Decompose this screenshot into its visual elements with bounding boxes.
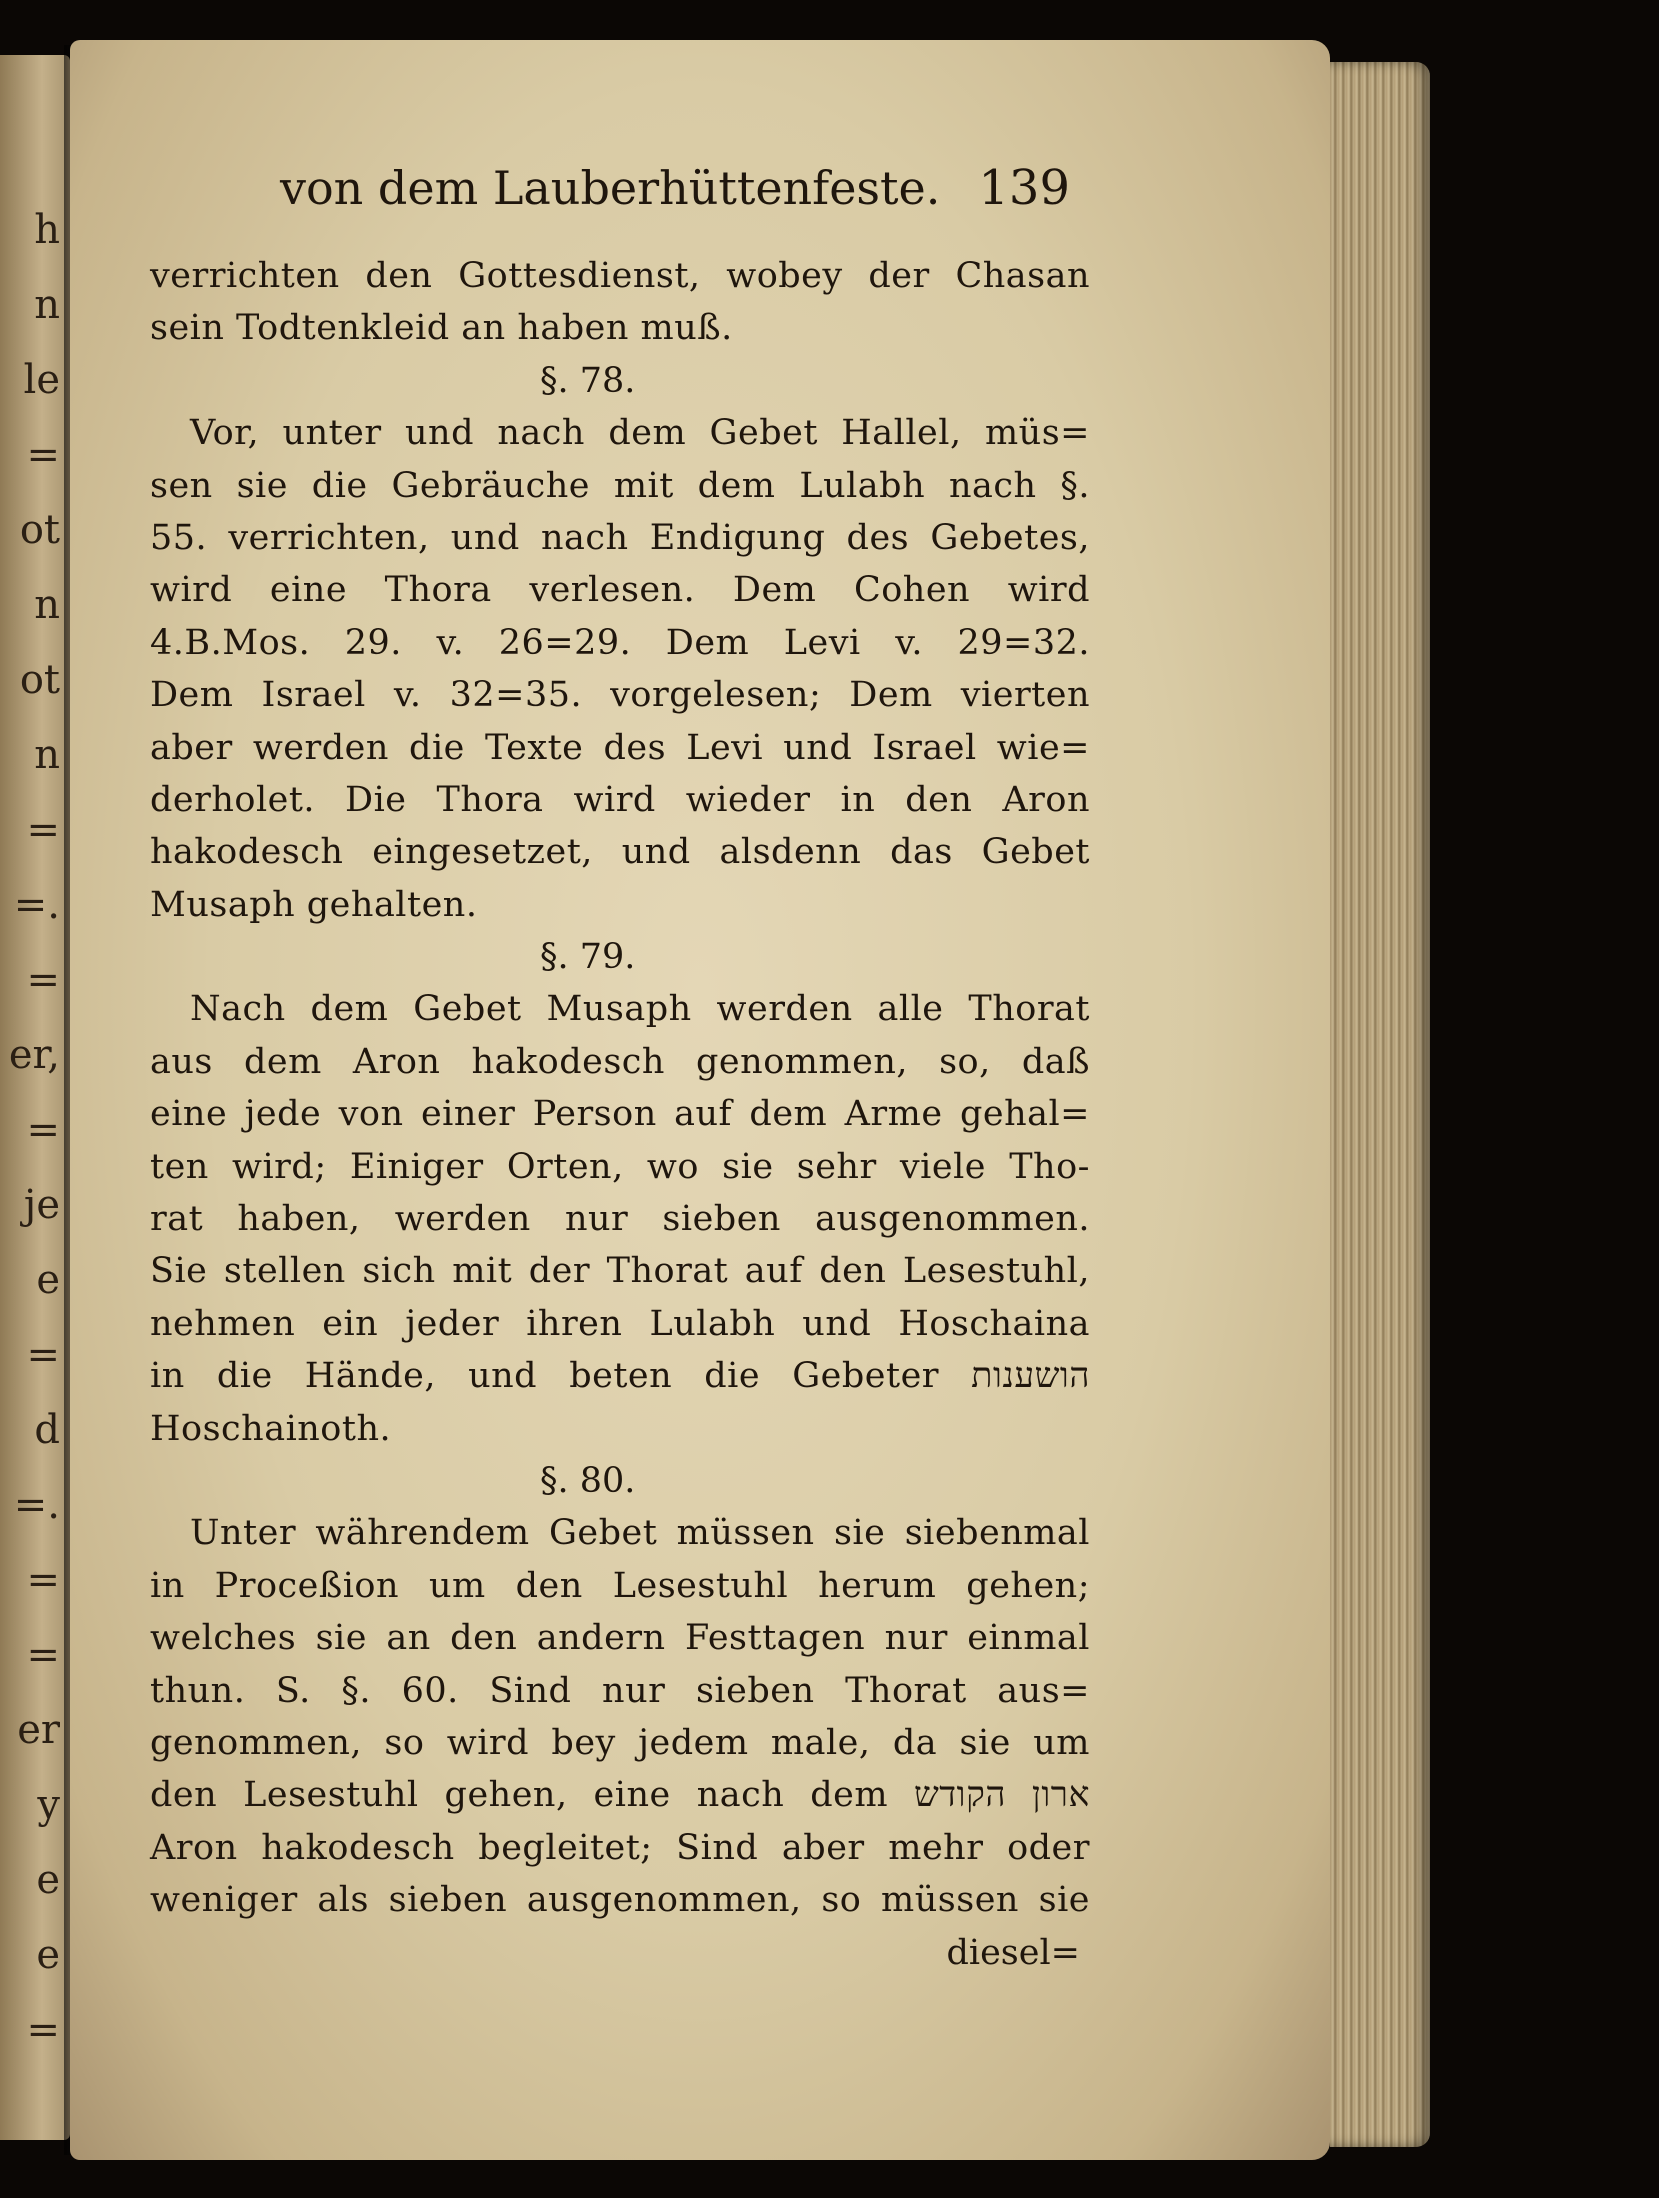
page-number: 139 [978, 160, 1070, 216]
text-line: Unter währendem Gebet müssen sie siebenmal [190, 1513, 1090, 1554]
text-line: genommen, so wird bey jedem male, da sie um [150, 1722, 1090, 1763]
page-text [150, 160, 1090, 1979]
facing-page-fragment: n [34, 282, 60, 328]
text-line: Hoschainoth. [150, 1408, 392, 1449]
section-number: §. 79. [540, 937, 636, 978]
section-number: §. 78. [540, 360, 636, 401]
facing-page-fragment: = [26, 1632, 60, 1678]
facing-page-fragment: = [26, 1332, 60, 1378]
running-title: von dem Lauberhüttenfeste. [280, 161, 941, 215]
text-line: ten wird; Einiger Orten, wo sie sehr viele Tho- [150, 1146, 1090, 1187]
catchword: diesel= [946, 1932, 1080, 1973]
text-line: Aron hakodesch begleitet; Sind aber mehr oder [150, 1827, 1090, 1868]
text-line: eine jede von einer Person auf dem Arme gehal= [150, 1094, 1090, 1135]
text-line: weniger als sieben ausgenommen, so müssen sie [150, 1880, 1090, 1921]
facing-page-fragment: n [34, 732, 60, 778]
facing-page-fragment: = [26, 807, 60, 853]
section-number: §. 80. [540, 1460, 636, 1501]
facing-page-fragment: =. [13, 882, 60, 928]
facing-page-fragment: ot [19, 657, 60, 703]
text-line: Musaph gehalten. [150, 884, 478, 925]
facing-page-fragment: = [26, 2007, 60, 2053]
facing-page-fragment: ot [19, 507, 60, 553]
facing-page-fragment: n [34, 582, 60, 628]
text-line: derholet. Die Thora wird wieder in den Aron [150, 779, 1090, 820]
facing-page-fragment: e [36, 1257, 60, 1303]
facing-page-fragment: e [36, 1857, 60, 1903]
body-text [150, 250, 1090, 1927]
text-line: Dem Israel v. 32=35. vorgelesen; Dem vierten [150, 675, 1090, 716]
facing-page-fragment: er [17, 1707, 60, 1753]
text-line: rat haben, werden nur sieben ausgenommen. [150, 1199, 1090, 1240]
facing-page-fragment: = [26, 1107, 60, 1153]
text-line: den Lesestuhl gehen, eine nach dem ארון הקודש [150, 1775, 1090, 1816]
facing-page-fragment: =. [13, 1482, 60, 1528]
text-line: Sie stellen sich mit der Thorat auf den Lesestuhl, [150, 1251, 1090, 1292]
text-line: aber werden die Texte des Levi und Israel wie= [150, 727, 1090, 768]
text-line: aus dem Aron hakodesch genommen, so, daß [150, 1041, 1090, 1082]
text-line: wird eine Thora verlesen. Dem Cohen wird [150, 570, 1090, 611]
text-line: in die Hände, und beten die Gebeter הושענות [150, 1356, 1090, 1397]
page-block-edges [1330, 62, 1430, 2147]
text-line: 4.B.Mos. 29. v. 26=29. Dem Levi v. 29=32. [150, 622, 1090, 663]
facing-page-fragment: = [26, 957, 60, 1003]
text-line: hakodesch eingesetzet, und alsdenn das Gebet [150, 832, 1090, 873]
running-header [150, 160, 1090, 230]
text-line: sen sie die Gebräuche mit dem Lulabh nach §. [150, 465, 1090, 506]
facing-page-fragment: y [37, 1782, 60, 1828]
text-line: Vor, unter und nach dem Gebet Hallel, müs= [190, 413, 1090, 454]
facing-page-fragment: le [23, 357, 60, 403]
facing-page-fragment: d [34, 1407, 60, 1453]
text-line: welches sie an den andern Festtagen nur einmal [150, 1618, 1090, 1659]
text-line: 55. verrichten, und nach Endigung des Gebetes, [150, 517, 1090, 558]
facing-page-fragment: je [23, 1182, 60, 1228]
facing-page-fragment: h [34, 207, 60, 253]
text-line: Nach dem Gebet Musaph werden alle Thorat [190, 989, 1090, 1030]
text-line: verrichten den Gottesdienst, wobey der Chasan [150, 256, 1090, 296]
text-line: in Proceßion um den Lesestuhl herum gehen; [150, 1565, 1090, 1606]
text-line: nehmen ein jeder ihren Lulabh und Hoschaina [150, 1303, 1090, 1344]
facing-page-edge [0, 55, 70, 2140]
facing-page-fragment: = [26, 432, 60, 478]
facing-page-fragment: er, [8, 1032, 60, 1078]
facing-page-fragment: = [26, 1557, 60, 1603]
facing-page-fragment: e [36, 1932, 60, 1978]
text-line: thun. S. §. 60. Sind nur sieben Thorat aus= [150, 1670, 1090, 1711]
text-line: sein Todtenkleid an haben muß. [150, 308, 733, 349]
